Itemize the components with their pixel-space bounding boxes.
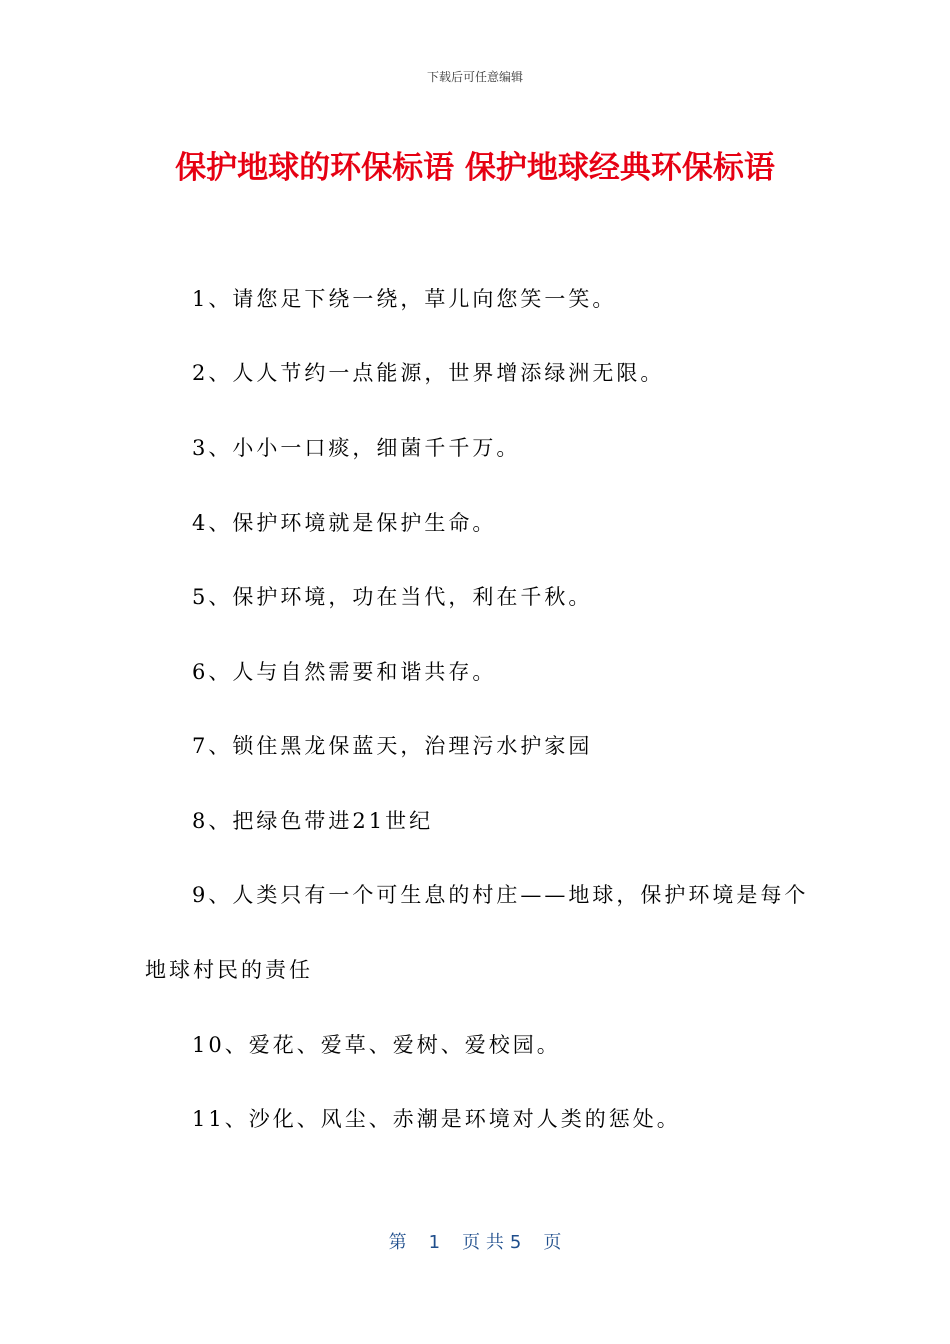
header-note: 下载后可任意编辑: [426, 70, 523, 84]
footer-suffix: 页: [543, 1232, 562, 1253]
slogan-item-6: 6、人与自然需要和谐共存。: [192, 660, 497, 684]
footer-prefix: 第: [388, 1232, 407, 1253]
document-title: 保护地球的环保标语 保护地球经典环保标语: [175, 150, 775, 186]
footer-total-pages: 5: [509, 1232, 522, 1253]
slogan-item-7: 7、锁住黑龙保蓝天，治理污水护家园: [192, 734, 593, 758]
slogan-item-1: 1、请您足下绕一绕，草儿向您笑一笑。: [192, 287, 617, 311]
slogan-item-9: 9、人类只有一个可生息的村庄——地球，保护环境是每个: [192, 883, 809, 907]
slogan-item-3: 3、小小一口痰，细菌千千万。: [192, 436, 521, 460]
slogan-item-2: 2、人人节约一点能源，世界增添绿洲无限。: [192, 361, 665, 385]
slogan-item-8: 8、把绿色带进21世纪: [192, 809, 434, 833]
slogan-item-5: 5、保护环境，功在当代，利在千秋。: [192, 585, 593, 609]
slogan-item-10: 10、爱花、爱草、爱树、爱校园。: [192, 1033, 561, 1057]
footer-middle: 页 共: [462, 1232, 504, 1253]
slogan-item-11: 11、沙化、风尘、赤潮是环境对人类的惩处。: [192, 1107, 681, 1131]
footer-current-page: 1: [428, 1232, 441, 1253]
page-footer: [0, 1228, 950, 1254]
slogan-item-9-continued: 地球村民的责任: [145, 958, 313, 982]
slogan-item-4: 4、保护环境就是保护生命。: [192, 511, 497, 535]
